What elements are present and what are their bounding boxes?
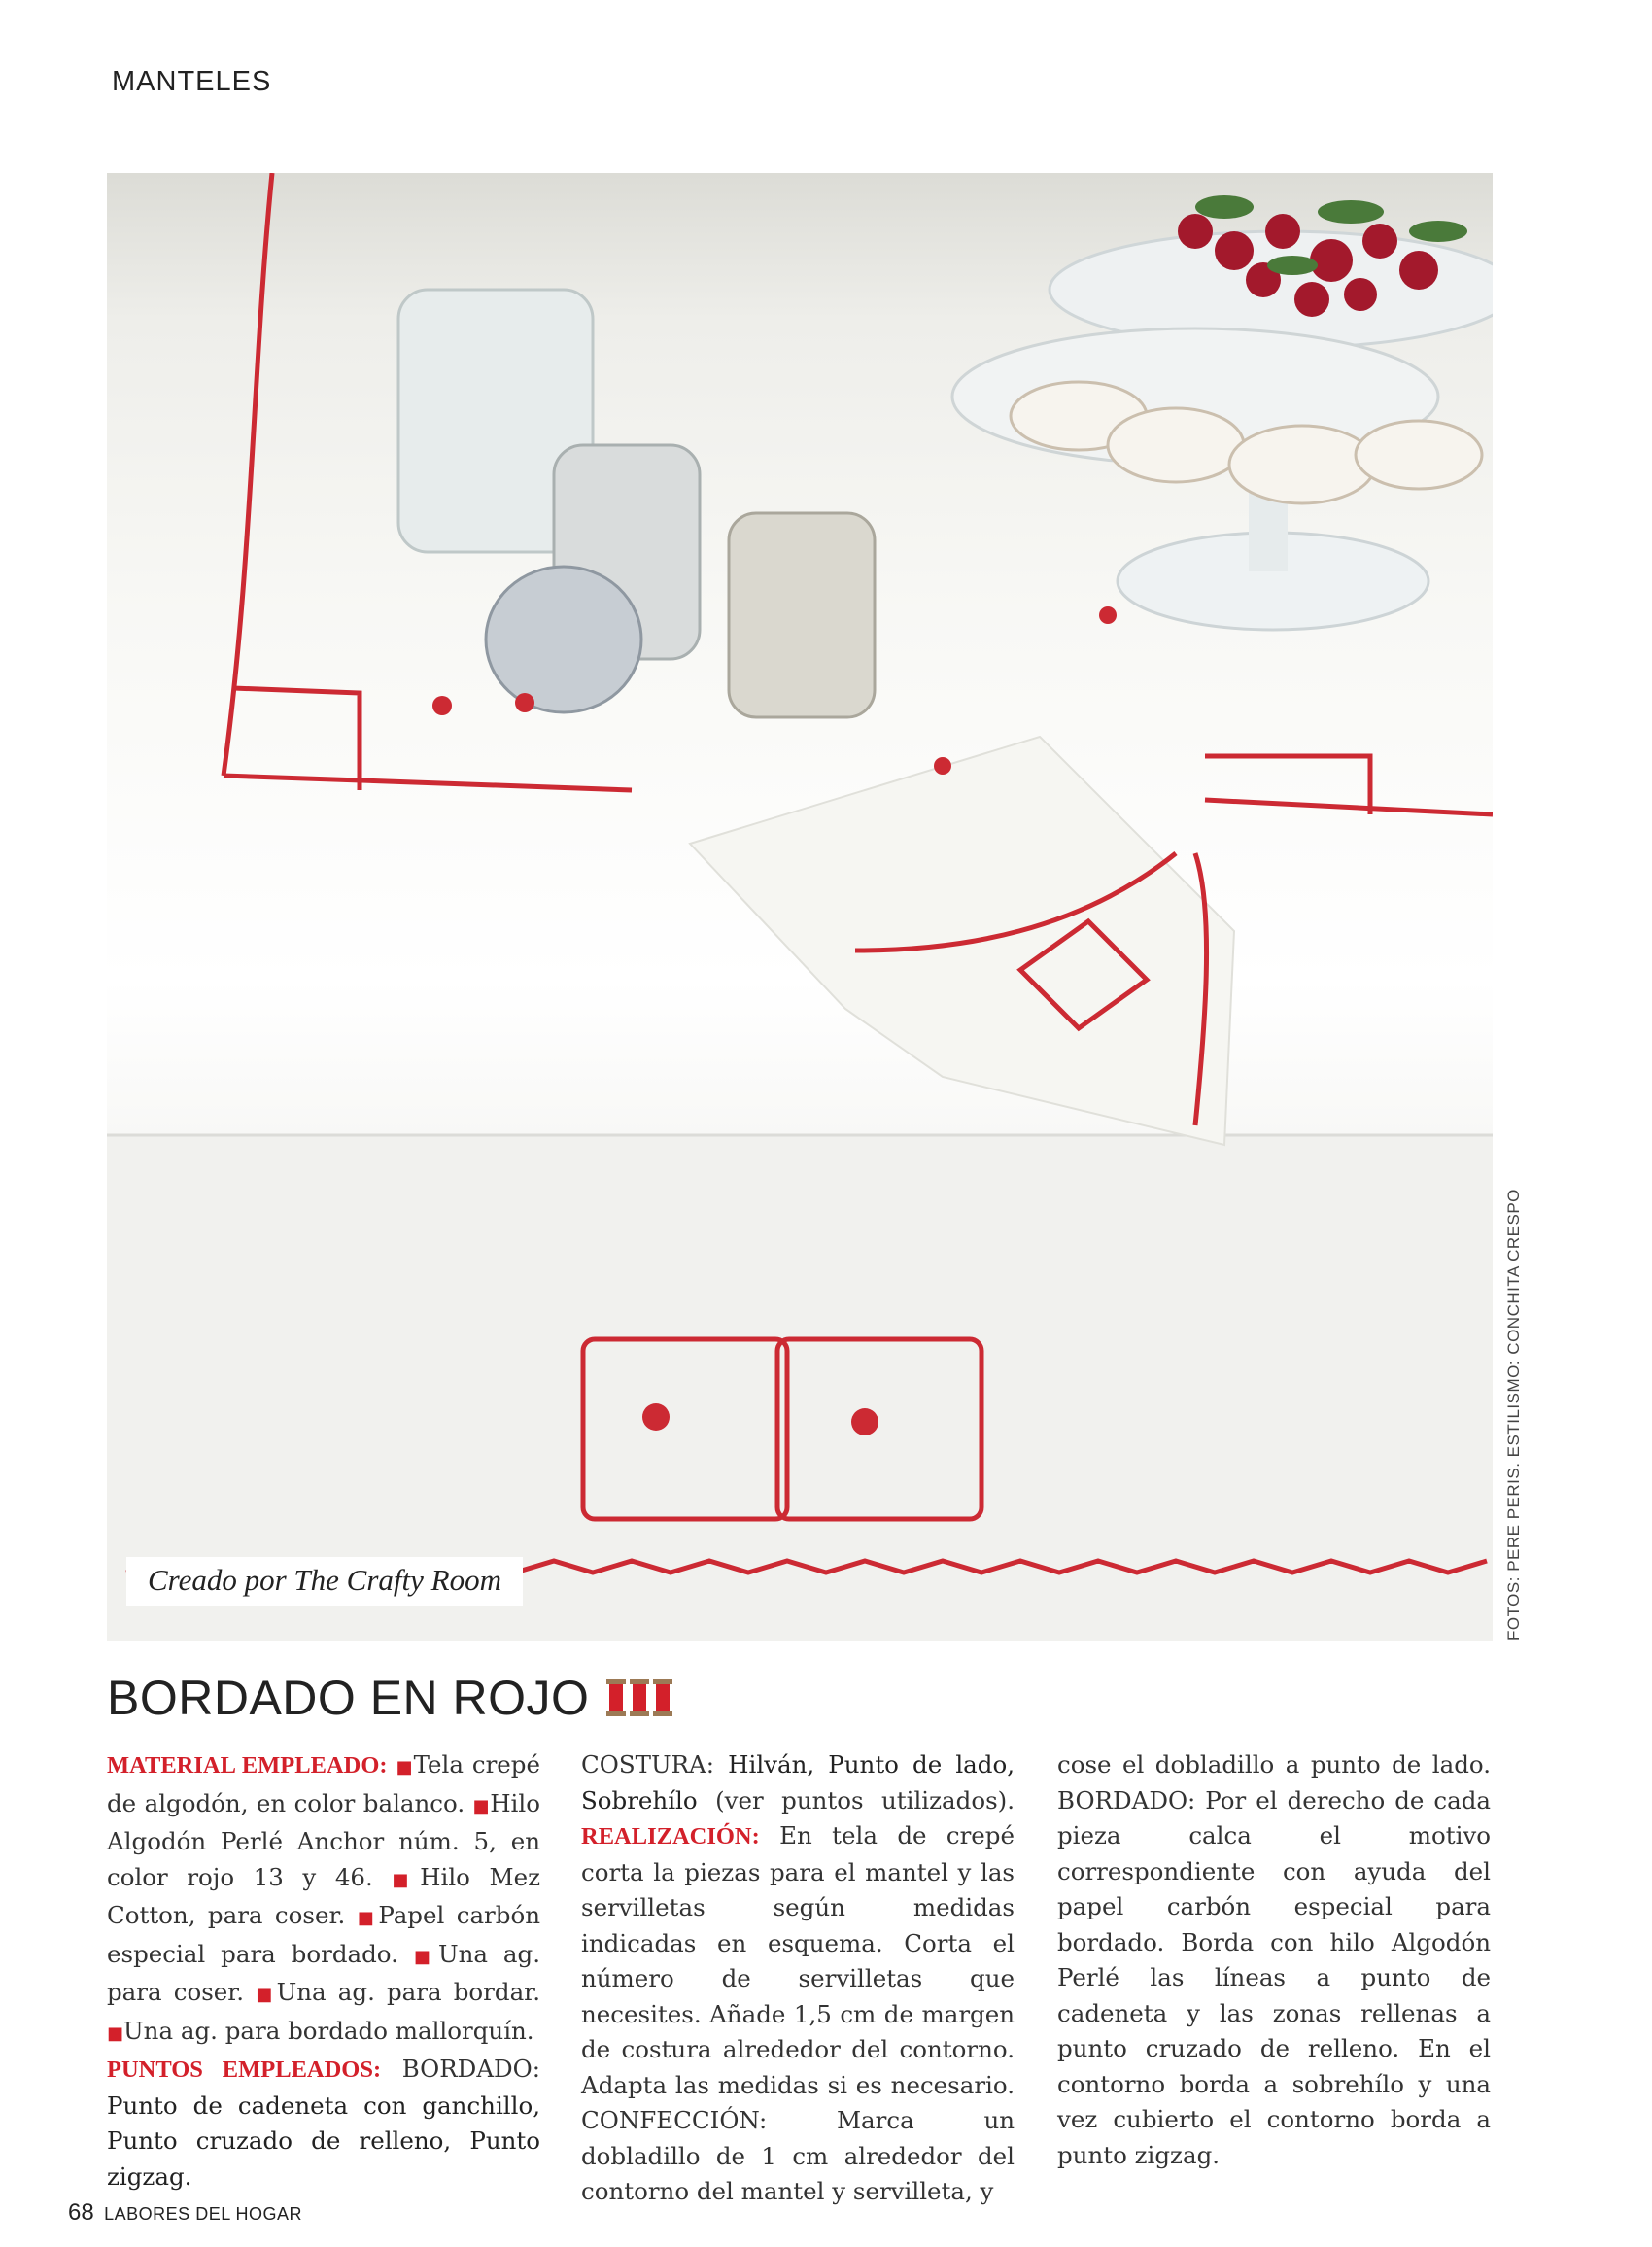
section-label: MANTELES <box>112 66 272 97</box>
costura-note: (ver puntos utilizados). <box>715 1785 1015 1815</box>
photo-caption: Creado por The Crafty Room <box>126 1557 523 1606</box>
article-title <box>107 1670 672 1726</box>
material-heading: MATERIAL EMPLEADO: <box>107 1752 388 1779</box>
material-item: Tela crepé de algodón, en color balanco. <box>107 1750 540 1817</box>
bullet-icon: ■ <box>392 1869 421 1890</box>
article-column-2 <box>581 1747 1015 2210</box>
material-item: Hilo Mez Cotton, para coser. <box>107 1862 540 1929</box>
article-title-text: BORDADO EN ROJO <box>107 1671 590 1725</box>
magazine-name: LABORES DEL HOGAR <box>104 2204 303 2224</box>
material-item: Una ag. para bordar. <box>276 1978 540 2006</box>
article-column-3 <box>1057 1747 1491 2173</box>
material-item: Papel carbón especial para bordado. <box>107 1901 540 1968</box>
material-item: Una ag. para coser. <box>107 1939 541 2006</box>
article-column-1 <box>107 1747 540 2195</box>
bullet-icon: ■ <box>107 2022 124 2044</box>
bullet-icon: ■ <box>413 1946 438 1967</box>
thread-spool-icon <box>653 1679 672 1716</box>
bullet-icon: ■ <box>472 1795 491 1816</box>
bullet-icon: ■ <box>256 1985 277 2005</box>
thread-spool-icon <box>606 1679 626 1716</box>
page-footer <box>68 2199 302 2227</box>
photo-illustration <box>107 173 1493 1641</box>
bullet-icon: ■ <box>396 1757 414 1778</box>
bullet-icon: ■ <box>357 1908 379 1928</box>
bordado-label: BORDADO: <box>401 2055 540 2083</box>
costura-label: COSTURA: <box>581 1750 714 1779</box>
material-item: Una ag. para bordado mallorquín. <box>123 2016 534 2045</box>
realizacion-text-continued: cose el dobladillo a punto de lado. BORDADO: Por el derecho de cada pieza calca el motivo correspondiente con ayuda del papel carbón especial para bordado. Borda con hilo Algodón Perlé las líneas a punto de cadeneta y las zonas rellenas a punto cruzado de relleno. En el contorno borda a sobrehílo y una vez cubierto el contorno borda a punto zigzag. <box>1057 1750 1491 2169</box>
material-item: Hilo Algodón Perlé Anchor núm. 5, en color rojo 13 y 46. <box>107 1788 540 1891</box>
bordado-stitches: Punto de cadeneta con ganchillo, Punto cruzado de relleno, Punto zigzag. <box>107 2091 540 2191</box>
difficulty-spool-icons <box>606 1679 672 1716</box>
costura-stitches: Hilván, Punto de lado, Sobrehílo <box>581 1750 1015 1815</box>
tablecloth-photo <box>107 173 1493 1641</box>
page-number: 68 <box>68 2199 94 2226</box>
photo-credit: FOTOS: PERE PERIS. ESTILISMO: CONCHITA CRESPO <box>1504 1189 1523 1641</box>
realizacion-text: En tela de crepé corta la piezas para el mantel y las servilletas según medidas indicadas en esquema. Corta el número de servilletas que necesites. Añade 1,5 cm de margen de costura alrededor del contorno. Adapta las medidas si es necesario. CONFECCIÓN: Marca un dobladillo de 1 cm alrededor del contorno del mantel y servilleta, y <box>581 1821 1015 2205</box>
realizacion-heading: REALIZACIÓN: <box>581 1823 760 1849</box>
thread-spool-icon <box>630 1679 649 1716</box>
puntos-heading: PUNTOS EMPLEADOS: <box>107 2057 382 2083</box>
